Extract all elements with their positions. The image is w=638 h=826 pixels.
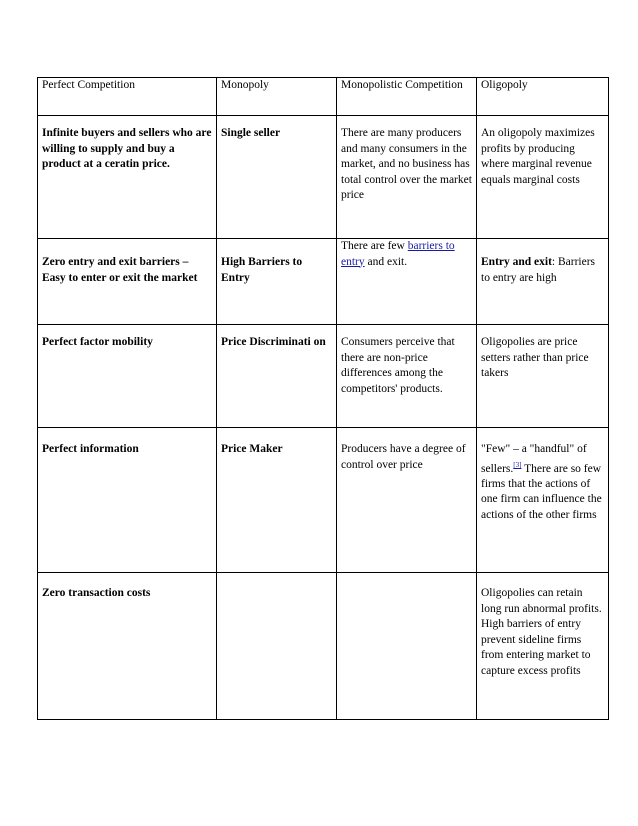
cell-oligopoly: Oligopolies can retain long run abnormal profits. High barriers of entry prevent sideline firms from entering market to capture excess profits [477, 573, 609, 720]
cell-monopolistic-competition: Consumers perceive that there are non-price differences among the competitors' products. [337, 325, 477, 428]
cell-text: : Barriers to entry are high [481, 256, 596, 284]
cell-text: There are few [341, 240, 408, 252]
cell-monopolistic-competition [337, 573, 477, 720]
cell-monopoly: High Barriers to Entry [217, 239, 337, 325]
footnote-link[interactable]: [3] [513, 460, 522, 469]
cell-perfect-competition: Perfect factor mobility [38, 325, 217, 428]
table-row [38, 116, 609, 239]
market-structures-table [37, 77, 609, 720]
cell-text: There are so few firms that the actions of one firm can influence the actions of the other firms [481, 462, 602, 521]
cell-oligopoly [477, 239, 609, 325]
cell-oligopoly: An oligopoly maximizes profits by producing where marginal revenue equals marginal costs [477, 116, 609, 239]
barriers-to-entry-link[interactable]: barriers to entry [341, 240, 455, 268]
cell-monopoly: Price Discriminati on [217, 325, 337, 428]
cell-oligopoly: Oligopolies are price setters rather than price takers [477, 325, 609, 428]
cell-oligopoly [477, 428, 609, 573]
cell-perfect-competition: Infinite buyers and sellers who are willing to supply and buy a product at a ceratin price. [38, 116, 217, 239]
header-oligopoly: Oligopoly [477, 78, 609, 116]
cell-monopolistic-competition: Producers have a degree of control over price [337, 428, 477, 573]
cell-text: "Few" – a "handful" of sellers. [481, 443, 587, 475]
cell-monopoly: Single seller [217, 116, 337, 239]
table-header-row [38, 78, 609, 116]
cell-monopolistic-competition [337, 239, 477, 325]
table-row [38, 325, 609, 428]
cell-monopoly [217, 573, 337, 720]
header-perfect-competition: Perfect Competition [38, 78, 217, 116]
table-row [38, 239, 609, 325]
cell-perfect-competition: Perfect information [38, 428, 217, 573]
header-monopolistic-competition: Monopolistic Competition [337, 78, 477, 116]
cell-perfect-competition: Zero transaction costs [38, 573, 217, 720]
cell-monopoly: Price Maker [217, 428, 337, 573]
cell-monopolistic-competition: There are many producers and many consumers in the market, and no business has total control over the market price [337, 116, 477, 239]
table-row [38, 573, 609, 720]
header-monopoly: Monopoly [217, 78, 337, 116]
cell-perfect-competition: Zero entry and exit barriers – Easy to enter or exit the market [38, 239, 217, 325]
cell-text: and exit. [364, 255, 408, 268]
table-row [38, 428, 609, 573]
entry-exit-label: Entry and exit [481, 256, 552, 268]
